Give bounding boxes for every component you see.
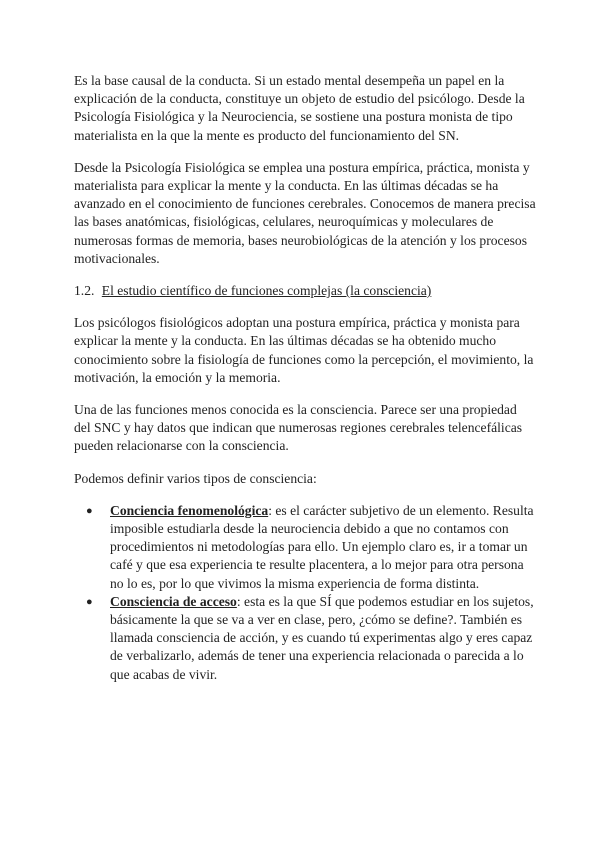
list-item-term: Consciencia de acceso [110,593,237,609]
list-item-text: : esta es la que SÍ que podemos estudiar en los sujetos, básicamente la que se va a ver en clase, pero, ¿cómo se define?. También es llamada consciencia de acción, y es cuando tú experimentas algo y eres capaz de verbalizarlo, además de tener una experiencia relacionada o parecida a lo que acabas de vivir. [110,593,534,682]
list-item-text: : es el carácter subjetivo de un elemento. Resulta imposible estudiarla desde la neurociencia debido a que no contamos con procedimientos ni metodologías para ello. Un ejemplo claro es, ir a tomar un café y que esa experiencia te resulte placentera, a lo mejor para otra persona no lo es, por lo que vivimos la misma experiencia de forma distinta. [110,502,534,591]
section-number: 1.2. [74,283,95,299]
list-item [74,502,536,593]
consciousness-types-list [74,502,536,684]
document-body [74,72,536,684]
paragraph-types-intro: Podemos definir varios tipos de consciencia: [74,470,317,486]
bullet-icon: ● [86,595,93,608]
section-heading [74,282,536,300]
paragraph-physiological-psychologists: Los psicólogos fisiológicos adoptan una postura empírica, práctica y monista para explicar la mente y la conducta. En las últimas décadas se ha obtenido mucho conocimiento sobre la fisiología de funciones como la percepción, el movimiento, la motivación, la emoción y la memoria. [74,315,534,385]
bullet-icon: ● [86,504,93,517]
section-title: El estudio científico de funciones complejas (la consciencia) [101,283,432,299]
list-item-term: Conciencia fenomenológica [110,502,269,518]
paragraph-consciousness-intro: Una de las funciones menos conocida es la consciencia. Parece ser una propiedad del SNC y hay datos que indican que numerosas regiones cerebrales telencefálicas pueden relacionarse con la consciencia. [74,402,523,454]
paragraph-mind-definition: Es la base causal de la conducta. Si un estado mental desempeña un papel en la explicación de la conducta, constituye un objeto de estudio del psicólogo. Desde la Psicología Fisiológica y la Neurociencia, se sostiene una postura monista de tipo materialista en la que la mente es producto del funcionamiento del SN. [74,73,525,143]
paragraph-physiological-psychology: Desde la Psicología Fisiológica se emplea una postura empírica, práctica, monista y materialista para explicar la mente y la conducta. En las últimas décadas se ha avanzado en el conocimiento de funciones cerebrales. Conocemos de manera precisa las bases anatómicas, fisiológicas, celulares, neuroquímicas y moleculares de numerosas formas de memoria, bases neurobiológicas de la atención y los procesos motivacionales. [74,159,536,266]
list-item [74,593,536,684]
